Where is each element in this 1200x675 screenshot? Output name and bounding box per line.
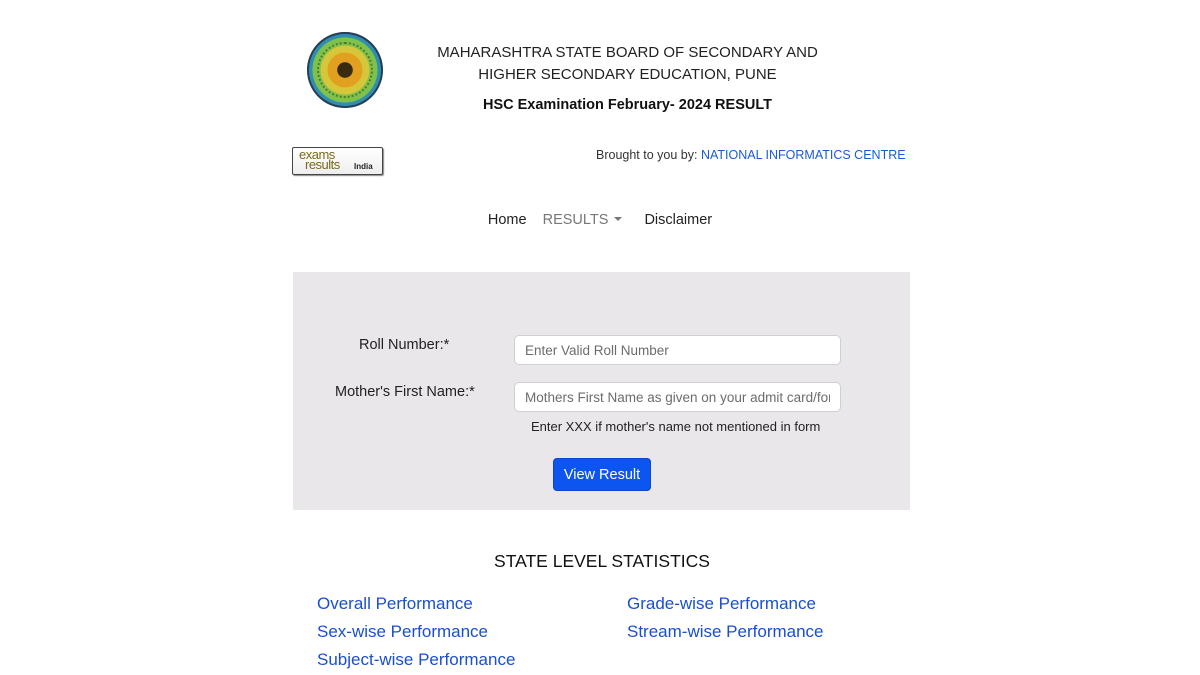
nav-results-label: RESULTS: [542, 212, 609, 228]
credit-prefix: Brought to you by:: [596, 148, 701, 162]
stream-wise-performance-link[interactable]: Stream-wise Performance: [627, 622, 824, 641]
credit-line: [596, 148, 906, 162]
nav-disclaimer[interactable]: Disclaimer: [644, 212, 713, 228]
board-title: [420, 42, 835, 86]
nic-link[interactable]: NATIONAL INFORMATICS CENTRE: [700, 148, 906, 162]
exams-results-india-logo[interactable]: [292, 147, 383, 175]
grade-wise-performance-link[interactable]: Grade-wise Performance: [627, 594, 816, 613]
board-seal-logo: [307, 32, 383, 108]
logo-text-results: results: [305, 157, 340, 172]
subject-wise-performance-link[interactable]: Subject-wise Performance: [317, 650, 516, 669]
nav-home[interactable]: Home: [487, 212, 527, 228]
view-result-button[interactable]: View Result: [553, 458, 651, 491]
mother-name-hint: Enter XXX if mother's name not mentioned in form: [531, 419, 821, 434]
exam-title: HSC Examination February- 2024 RESULT: [482, 97, 772, 113]
logo-text-exams: exams: [299, 147, 335, 162]
overall-performance-link[interactable]: Overall Performance: [317, 594, 473, 613]
mother-name-label: Mother's First Name:*: [335, 384, 475, 400]
board-title-line1: MAHARASHTRA STATE BOARD OF SECONDARY AND: [437, 44, 818, 61]
main-nav: [0, 212, 1200, 228]
nav-results-dropdown[interactable]: [543, 212, 629, 228]
sex-wise-performance-link[interactable]: Sex-wise Performance: [317, 622, 489, 641]
board-title-line2: HIGHER SECONDARY EDUCATION, PUNE: [478, 66, 777, 83]
roll-number-input[interactable]: [514, 335, 841, 365]
logo-text-india: India: [354, 162, 373, 171]
mother-name-input[interactable]: [514, 382, 841, 412]
roll-number-label: Roll Number:*: [359, 337, 450, 353]
stats-title: STATE LEVEL STATISTICS: [494, 551, 710, 571]
caret-down-icon: [614, 217, 622, 221]
